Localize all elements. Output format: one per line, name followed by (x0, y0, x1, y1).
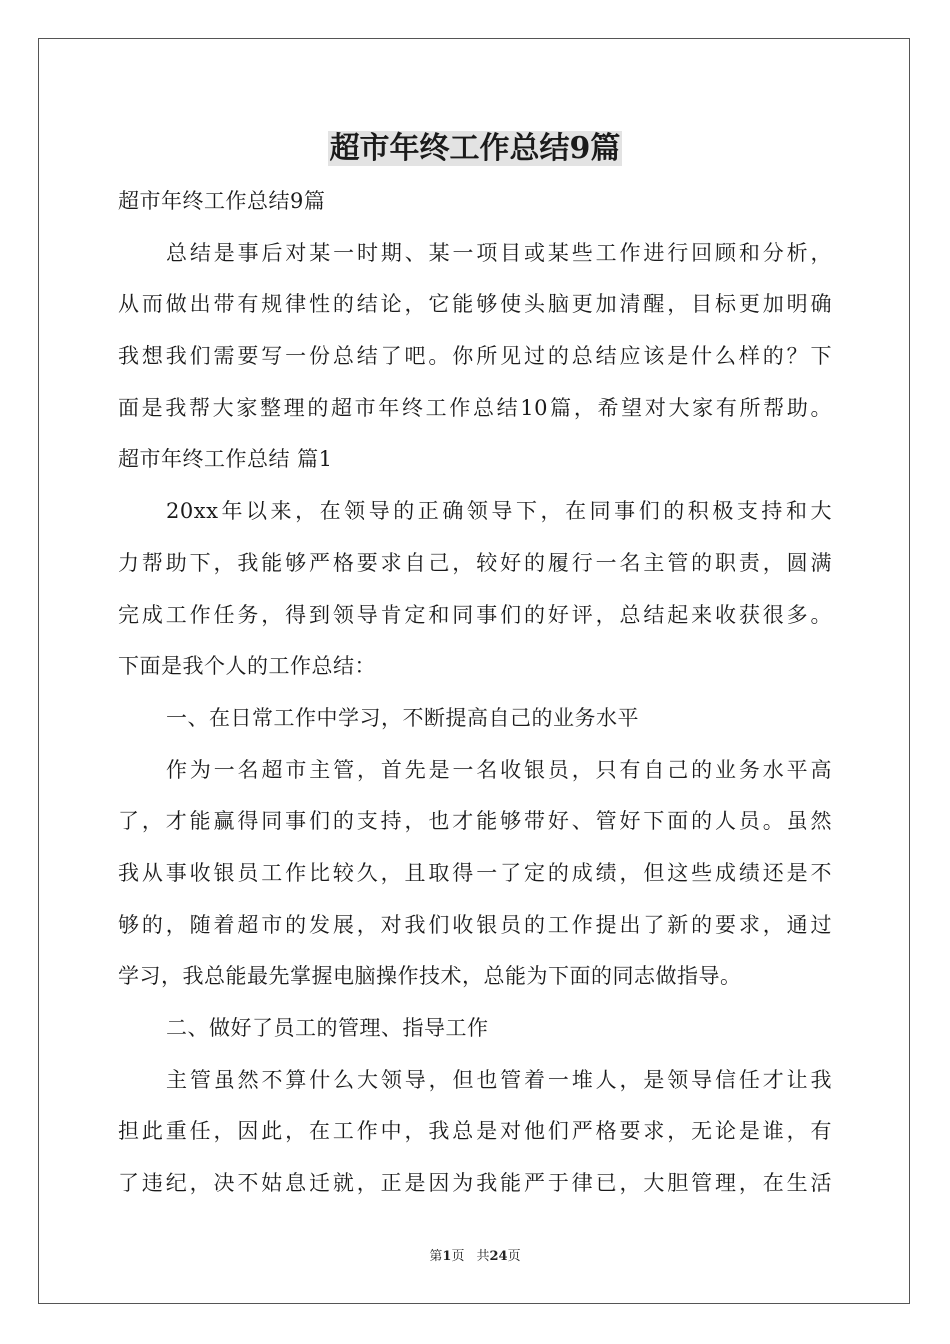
page-footer (0, 1245, 950, 1264)
text-line: 超市年终工作总结9篇 (118, 189, 326, 213)
text-line: 下面是我个人的工作总结： (118, 654, 376, 679)
text-line: 总结是事后对某一时期、某一项目或某些工作进行回顾和分析， (166, 240, 832, 265)
text-line: 我从事收银员工作比较久，且取得一了定的成绩，但这些成绩还是不 (118, 860, 832, 885)
footer-page-number: 1 (442, 1249, 452, 1264)
footer-total-pages: 24 (489, 1249, 508, 1264)
text-line: 二、做好了员工的管理、指导工作 (166, 1016, 489, 1040)
text-line: 一、在日常工作中学习，不断提高自己的业务水平 (166, 705, 639, 730)
footer-page-unit: 页 (451, 1249, 465, 1264)
text-line: 完成工作任务，得到领导肯定和同事们的好评，总结起来收获很多。 (118, 602, 832, 627)
document-title (0, 126, 950, 172)
text-line: 了违纪，决不姑息迁就，正是因为我能严于律已，大胆管理，在生活 (118, 1171, 832, 1196)
footer-total-prefix: 共 (476, 1249, 490, 1264)
text-line: 主管虽然不算什么大领导，但也管着一堆人，是领导信任才让我 (166, 1067, 832, 1092)
document-body (118, 181, 832, 1215)
text-line: 了，才能赢得同事们的支持，也才能够带好、管好下面的人员。虽然 (118, 809, 832, 834)
text-line: 学习，我总能最先掌握电脑操作技术，总能为下面的同志做指导。 (118, 964, 742, 989)
text-line: 20xx年以来，在领导的正确领导下，在同事们的积极支持和大 (166, 499, 832, 524)
text-line: 面是我帮大家整理的超市年终工作总结10篇，希望对大家有所帮助。 (118, 395, 832, 420)
footer-prefix: 第 (429, 1249, 443, 1264)
document-title-text: 超市年终工作总结9篇 (329, 131, 621, 166)
text-line: 从而做出带有规律性的结论，它能够使头脑更加清醒，目标更加明确 (118, 292, 832, 317)
text-line: 够的，随着超市的发展，对我们收银员的工作提出了新的要求，通过 (118, 912, 832, 937)
text-line: 超市年终工作总结 篇1 (118, 447, 333, 472)
text-line: 我想我们需要写一份总结了吧。你所见过的总结应该是什么样的？下 (118, 344, 832, 369)
footer-total-unit: 页 (507, 1249, 521, 1264)
text-line: 作为一名超市主管，首先是一名收银员，只有自己的业务水平高 (166, 757, 832, 782)
text-line: 力帮助下，我能够严格要求自己，较好的履行一名主管的职责，圆满 (118, 550, 832, 575)
text-line: 担此重任，因此，在工作中，我总是对他们严格要求，无论是谁，有 (118, 1119, 832, 1144)
